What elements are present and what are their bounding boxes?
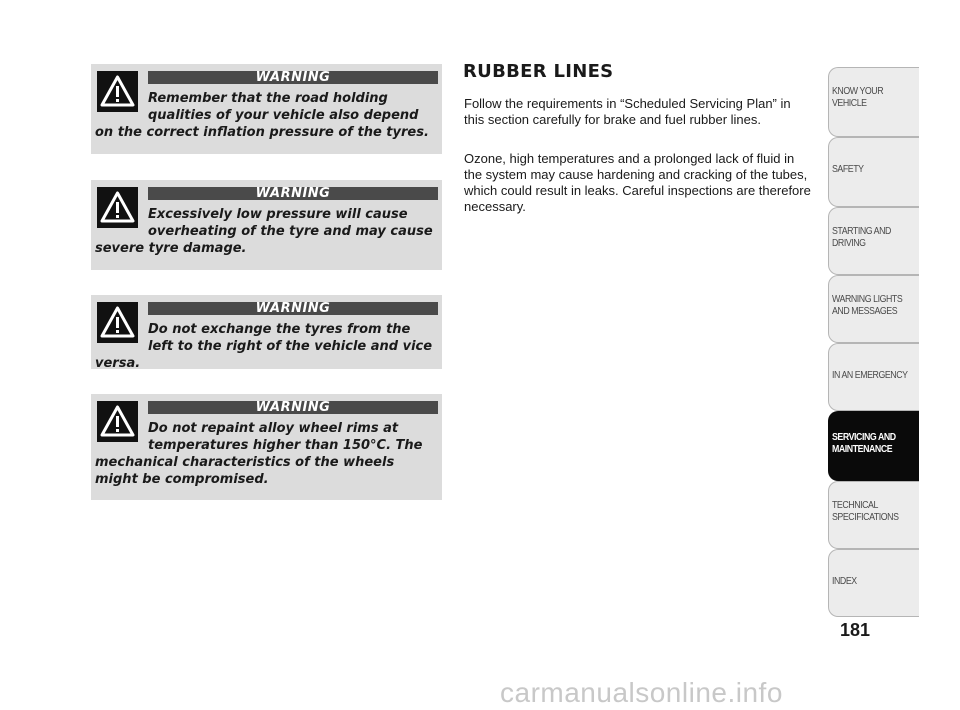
- tab-label: IN AN EMERGENCY: [832, 370, 908, 381]
- warning-text: Remember that the road holding qualities of your vehicle also depend on the correct inflation pressure of the tyres.: [95, 91, 429, 140]
- tab-safety[interactable]: [828, 137, 919, 207]
- warning-title: WARNING: [148, 401, 438, 414]
- page-number: 181: [840, 620, 871, 640]
- warning-text: Do not exchange the tyres from the left to the right of the vehicle and vice versa.: [95, 322, 433, 371]
- tab-label: SERVICING AND MAINTENANCE: [832, 432, 896, 455]
- tab-warning-lights-and-messages[interactable]: [828, 275, 919, 343]
- tab-label: INDEX: [832, 576, 857, 587]
- tab-know-your-vehicle[interactable]: [828, 67, 919, 137]
- tab-label: TECHNICAL SPECIFICATIONS: [832, 500, 899, 523]
- tab-index[interactable]: [828, 549, 919, 617]
- warning-box-1: [91, 64, 442, 154]
- tab-starting-and-driving[interactable]: [828, 207, 919, 275]
- warning-title: WARNING: [148, 187, 438, 200]
- tab-servicing-and-maintenance[interactable]: [828, 411, 919, 481]
- section-heading: RUBBER LINES: [463, 61, 614, 82]
- tab-label: SAFETY: [832, 164, 864, 175]
- tab-label: KNOW YOUR VEHICLE: [832, 86, 884, 109]
- warning-box-4: [91, 394, 442, 500]
- warning-title: WARNING: [148, 302, 438, 315]
- section-paragraph-2: Ozone, high temperatures and a prolonged lack of fluid in the system may cause hardening and cracking of the tubes, which could result in leaks. Careful inspections are therefore necessary.: [464, 151, 811, 214]
- warning-box-3: [91, 295, 442, 369]
- section-paragraph-1: Follow the requirements in “Scheduled Servicing Plan” in this section carefully for brake and fuel rubber lines.: [464, 96, 791, 127]
- warning-title: WARNING: [148, 71, 438, 84]
- warning-box-2: [91, 180, 442, 270]
- tab-label: WARNING LIGHTS AND MESSAGES: [832, 294, 903, 317]
- tab-technical-specifications[interactable]: [828, 481, 919, 549]
- tab-in-an-emergency[interactable]: [828, 343, 919, 411]
- warning-text: Do not repaint alloy wheel rims at temperatures higher than 150°C. The mechanical characteristics of the wheels might be compromised.: [95, 421, 423, 487]
- watermark: carmanualsonline.info: [500, 677, 783, 708]
- tab-label: STARTING AND DRIVING: [832, 226, 891, 249]
- warning-text: Excessively low pressure will cause overheating of the tyre and may cause severe tyre damage.: [95, 207, 433, 256]
